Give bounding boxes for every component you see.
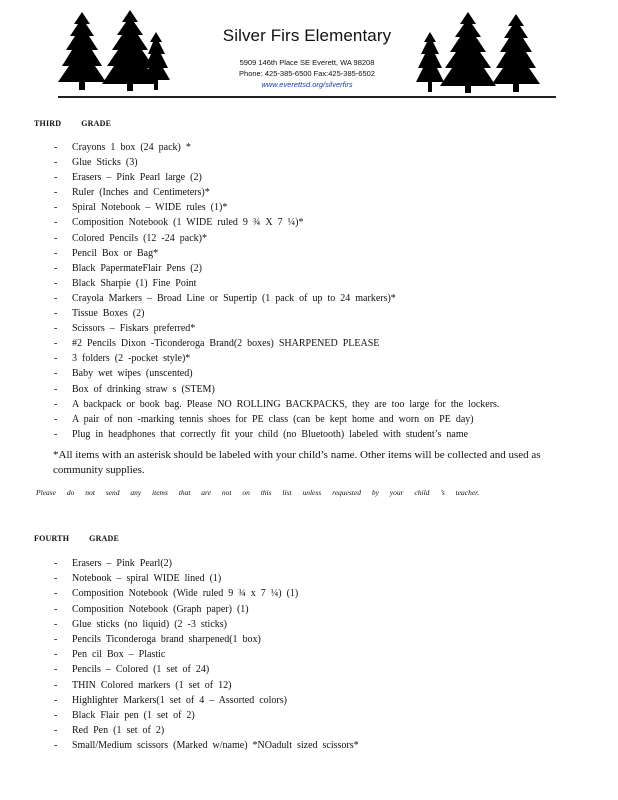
bullet: -: [54, 413, 58, 425]
asterisk-note: *All items with an asterisk should be labeled with your child’s name. Other items will be collected and used as community supplies.: [53, 449, 541, 476]
bullet: -: [54, 558, 58, 569]
item-text: Notebook – spiral WIDE lined (1): [72, 573, 222, 585]
list-item: [54, 632, 359, 647]
item-text: Black PapermateFlair Pens (2): [72, 262, 202, 274]
item-text: Glue Sticks (3): [72, 157, 138, 169]
third-grade-supply-list: [54, 140, 499, 442]
item-text: Erasers – Pink Pearl(2): [72, 558, 172, 569]
list-item: [54, 382, 499, 397]
bullet: -: [54, 217, 58, 229]
school-phone: Phone: 425-385-6500 Fax:425-385-6502: [239, 69, 375, 78]
bullet: -: [54, 353, 58, 365]
item-text: Composition Notebook (Wide ruled 9 ¾ x 7 ¼) (1): [72, 588, 299, 600]
bullet: -: [54, 709, 58, 721]
bullet: -: [54, 398, 58, 410]
bullet: -: [54, 573, 58, 585]
item-text: Scissors – Fiskars preferred*: [72, 323, 196, 335]
list-item: [54, 306, 499, 321]
bullet: -: [54, 262, 58, 274]
bullet: -: [54, 725, 58, 737]
fourth-grade-supply-list: [54, 556, 359, 753]
list-item: [54, 155, 499, 170]
item-text: Baby wet wipes (unscented): [72, 368, 193, 380]
bullet: -: [54, 633, 58, 645]
item-text: Highlighter Markers(1 set of 4 – Assorted colors): [72, 694, 287, 706]
bullet: -: [54, 618, 58, 630]
item-text: Plug in headphones that correctly fit your child (no Bluetooth) labeled with student’s name: [72, 428, 469, 440]
list-item: [54, 291, 499, 306]
item-text: Pencils Ticonderoga brand sharpened(1 box): [72, 633, 261, 645]
item-text: Spiral Notebook – WIDE rules (1)*: [72, 202, 228, 214]
list-item: [54, 261, 499, 276]
list-item: [54, 571, 359, 586]
list-item: [54, 662, 359, 677]
bullet: -: [54, 664, 58, 676]
item-text: Small/Medium scissors (Marked w/name) *NOadult sized scissors*: [72, 740, 359, 752]
list-item: [54, 708, 359, 723]
bullet: -: [54, 277, 58, 289]
list-item: [54, 246, 499, 261]
fir-trees-right-icon: [416, 12, 546, 96]
item-text: Colored Pencils (12 -24 pack)*: [72, 232, 207, 244]
item-text: Red Pen (1 set of 2): [72, 725, 165, 737]
school-website-link[interactable]: www.everettsd.org/silverfirs: [261, 80, 353, 89]
fourth-grade-heading: [34, 534, 119, 543]
bullet: -: [54, 603, 58, 615]
bullet: -: [54, 740, 58, 752]
bullet: -: [54, 187, 58, 199]
list-item: [54, 602, 359, 617]
item-text: Crayola Markers – Broad Line or Supertip (1 pack of up to 24 markers)*: [72, 292, 396, 304]
bullet: -: [54, 247, 58, 259]
list-item: [54, 397, 499, 412]
item-text: Erasers – Pink Pearl large (2): [72, 172, 202, 184]
item-text: Black Flair pen (1 set of 2): [72, 709, 195, 721]
list-item: [54, 723, 359, 738]
item-text: THIN Colored markers (1 set of 12): [72, 679, 232, 691]
third-grade-heading: [34, 119, 111, 128]
bullet: -: [54, 649, 58, 661]
item-text: Crayons 1 box (24 pack) *: [72, 142, 191, 153]
bullet: -: [54, 428, 58, 440]
item-text: Black Sharpie (1) Fine Point: [72, 277, 197, 289]
bullet: -: [54, 142, 58, 153]
item-text: Tissue Boxes (2): [72, 308, 145, 320]
bullet: -: [54, 368, 58, 380]
item-text: Ruler (Inches and Centimeters)*: [72, 187, 210, 199]
list-item: [54, 427, 499, 442]
item-text: Pen cil Box – Plastic: [72, 649, 166, 661]
bullet: -: [54, 172, 58, 184]
item-text: 3 folders (2 -pocket style)*: [72, 353, 191, 365]
list-item: [54, 170, 499, 185]
school-name: Silver Firs Elementary: [222, 26, 392, 45]
list-item: [54, 351, 499, 366]
requested-items-note: Please do not send any items that are not on this list unless requested by your child ’s teacher.: [36, 488, 480, 497]
fourth-grade-heading-word2: GRADE: [89, 534, 120, 543]
list-item: [54, 276, 499, 291]
list-item: [54, 647, 359, 662]
bullet: -: [54, 383, 58, 395]
list-item: [54, 617, 359, 632]
item-text: Composition Notebook (1 WIDE ruled 9 ¾ X 7 ¼)*: [72, 217, 304, 229]
item-text: Glue sticks (no liquid) (2 -3 sticks): [72, 618, 227, 630]
list-item: [54, 140, 499, 155]
bullet: -: [54, 232, 58, 244]
bullet: -: [54, 292, 58, 304]
list-item: [54, 678, 359, 693]
item-text: Composition Notebook (Graph paper) (1): [72, 603, 249, 615]
school-address: 5909 146th Place SE Everett, WA 98208: [239, 58, 375, 67]
list-item: [54, 693, 359, 708]
item-text: #2 Pencils Dixon -Ticonderoga Brand(2 boxes) SHARPENED PLEASE: [72, 338, 380, 350]
list-item: [54, 215, 499, 230]
list-item: [54, 556, 359, 571]
item-text: A pair of non -marking tennis shoes for PE class (can be kept home and worn on PE day): [72, 413, 474, 425]
item-text: Pencils – Colored (1 set of 24): [72, 664, 210, 676]
header-divider: [58, 96, 556, 98]
list-item: [54, 321, 499, 336]
fir-trees-left-icon: [52, 10, 172, 94]
list-item: [54, 231, 499, 246]
bullet: -: [54, 679, 58, 691]
list-item: [54, 366, 499, 381]
third-grade-heading-word1: THIRD: [34, 119, 62, 128]
list-item: [54, 738, 359, 753]
bullet: -: [54, 308, 58, 320]
list-item: [54, 586, 359, 601]
item-text: Box of drinking straw s (STEM): [72, 383, 215, 395]
bullet: -: [54, 694, 58, 706]
list-item: [54, 336, 499, 351]
list-item: [54, 185, 499, 200]
third-grade-heading-word2: GRADE: [81, 119, 112, 128]
letterhead: [0, 0, 618, 100]
bullet: -: [54, 157, 58, 169]
list-item: [54, 200, 499, 215]
bullet: -: [54, 338, 58, 350]
school-info: [176, 26, 438, 89]
fourth-grade-heading-word1: FOURTH: [34, 534, 70, 543]
item-text: A backpack or book bag. Please NO ROLLING BACKPACKS, they are too large for the lockers.: [72, 398, 500, 410]
list-item: [54, 412, 499, 427]
bullet: -: [54, 202, 58, 214]
bullet: -: [54, 588, 58, 600]
item-text: Pencil Box or Bag*: [72, 247, 159, 259]
bullet: -: [54, 323, 58, 335]
